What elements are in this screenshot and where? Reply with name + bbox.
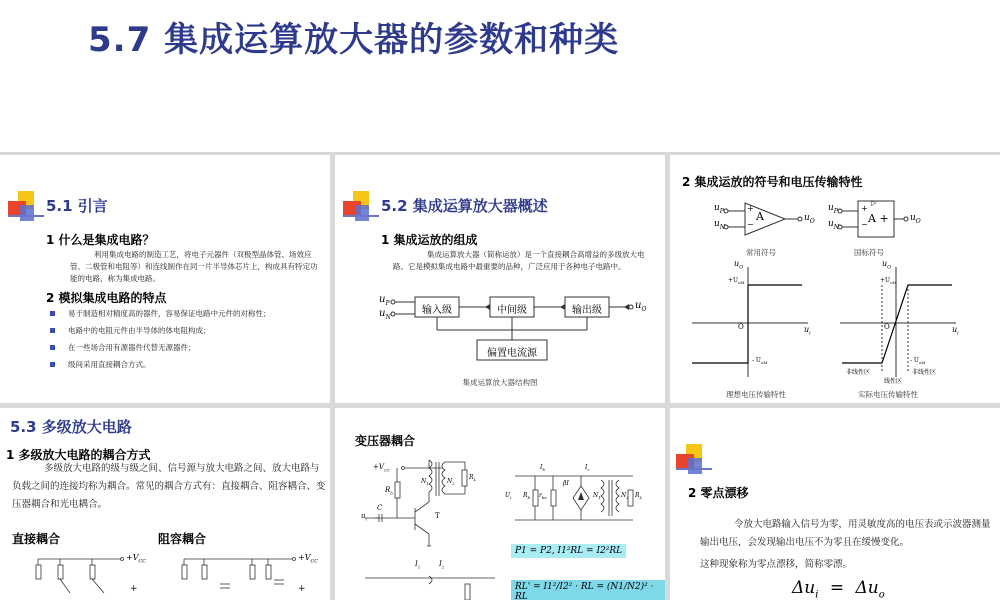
label-un: $u_N$ — [379, 308, 391, 321]
label-ui: $u_i$ — [361, 512, 367, 522]
section-title: 变压器耦合 — [355, 434, 416, 448]
zero-drift-description: 令放大电路输入信号为零，用灵敏度高的电压表或示波器测量输出电压，会发现输出电压不为零且在缓慢变化。 — [700, 519, 991, 548]
formula-reflected-load: RL' = I1²/I2² · RL = (N1/N2)² · RL — [511, 580, 665, 600]
block-bias-current-source: 偏置电流源 — [487, 348, 537, 359]
label-up: $u_P$ — [379, 294, 390, 307]
section-title: 5.2 集成运算放大器概述 — [381, 197, 548, 215]
label-N1: $N_1$ — [421, 478, 429, 487]
symbol-minus-intl: − — [861, 220, 868, 229]
origin-ideal: O — [738, 323, 744, 331]
label-uN-intl: $u_N$ — [828, 219, 840, 231]
block-output-stage: 输出级 — [572, 305, 602, 316]
label-rc-coupling: 阻容耦合 — [158, 532, 207, 546]
subheading-what-is-ic: 1 什么是集成电路？ — [46, 233, 155, 247]
label-Ui: $U_i$ — [505, 492, 512, 501]
slide-thumbnail-transformer-coupling[interactable] — [335, 408, 665, 600]
slide-thumbnail-multistage[interactable] — [0, 408, 330, 600]
label-Ic: $I_c$ — [585, 464, 590, 473]
symbol-plus-intl: + — [861, 204, 868, 213]
label-direct-coupling: 直接耦合 — [12, 532, 61, 546]
label-uN: $u_N$ — [714, 219, 726, 231]
axis-uo-real: $u_O$ — [882, 259, 892, 271]
label-uom-neg-ideal: - $U_{oM}$ — [752, 357, 768, 366]
label-uom-neg-real: - $U_{oM}$ — [910, 357, 926, 366]
label-N2-eq: $N_2$ — [621, 492, 629, 501]
symbol-plus: + — [747, 204, 754, 213]
axis-uo-ideal: $u_O$ — [734, 259, 744, 271]
opamp-block-diagram — [335, 155, 665, 403]
label-vcc-direct: $+V_{CC}$ — [126, 553, 147, 565]
label-nonlinear-right: 非线性区 — [912, 369, 937, 376]
list-item: 易于制造相对精度高的器件，容易保证电路中元件的对称性； — [46, 305, 326, 322]
caption-common-symbol: 常用符号 — [746, 248, 776, 257]
label-vcc: $+V_{CC}$ — [373, 463, 391, 473]
label-C: C — [377, 504, 383, 512]
section-title: 5.3 多级放大电路 — [10, 418, 132, 436]
block-middle-stage: 中间级 — [497, 305, 527, 316]
label-beta-Ib: βI — [563, 480, 569, 487]
decorative-squares-icon — [676, 444, 712, 480]
label-uom-pos-real: $+U_{oM}$ — [880, 277, 897, 286]
label-N2: $N_2$ — [447, 478, 455, 487]
coupling-description-text: 多级放大电路的级与级之间、信号源与放大电路之间、放大电路与负载之间的连接均称为耦合。常见的耦合方式有：直接耦合、阻容耦合、变压器耦合和光电耦合。 — [12, 463, 326, 510]
label-RL-eq: $R_L$ — [635, 492, 643, 501]
label-plus-rc: + — [298, 584, 306, 594]
formula-power-balance: P1 = P2, I1²RL = I2²RL — [511, 544, 626, 558]
label-T: T — [435, 512, 440, 520]
caption-ideal-curve: 理想电压传输特性 — [726, 390, 786, 399]
opamp-description-text: 集成运算放大器（简称运放）是一个直接耦合高增益的多级放大电路。它是模拟集成电路中最重要的品种，广泛应用于各种电子电路中。 — [393, 250, 645, 271]
label-uP: $u_P$ — [714, 203, 724, 215]
origin-real: O — [884, 323, 890, 331]
label-plus-direct: + — [130, 584, 138, 594]
slide-thumbnail-opamp-symbol[interactable] — [670, 155, 1000, 403]
transformer-coupling-circuits — [335, 408, 665, 600]
label-linear: 线性区 — [884, 378, 903, 385]
coupling-circuit-sketches — [0, 408, 330, 600]
feature-list — [46, 305, 326, 373]
subheading-coupling: 1 多级放大电路的耦合方式 — [6, 448, 151, 462]
slide-thumbnail-opamp-overview[interactable] — [335, 155, 665, 403]
axis-ui-ideal: $u_i$ — [804, 325, 811, 337]
label-uo: $u_O$ — [635, 300, 647, 313]
symbol-A-common: A — [756, 210, 764, 223]
label-rbe: $r_{be}$ — [539, 492, 547, 501]
opamp-symbols-and-transfer-curves — [670, 155, 1000, 403]
symbol-minus: − — [747, 220, 754, 229]
label-N1-eq: $N_1$ — [593, 492, 601, 501]
triangle-icon: ▷ — [871, 199, 877, 207]
section-title: 2 集成运放的符号和电压传输特性 — [682, 175, 863, 189]
block-input-stage: 输入级 — [422, 305, 452, 316]
section-title: 5.1 引言 — [46, 197, 108, 215]
zero-drift-definition: 这种现象称为零点漂移，简称零漂。 — [700, 559, 853, 570]
label-uO: $u_O$ — [804, 213, 815, 225]
decorative-squares-icon — [8, 191, 44, 227]
subheading-analog-ic-features: 2 模拟集成电路的特点 — [46, 291, 167, 305]
page-title: 5.7 集成运算放大器的参数和种类 — [88, 20, 620, 60]
slide-thumbnail-intro[interactable] — [0, 155, 330, 403]
label-Rb: $R_b$ — [385, 486, 393, 496]
list-item: 级间采用直接耦合方式。 — [46, 356, 326, 373]
symbol-A-intl: A + — [868, 212, 889, 225]
ic-definition-text: 利用集成电路的制造工艺，将电子元器件（双极型晶体管、场效应管、二极管和电阻等）和连线制作在同一片半导体芯片上，构成具有特定功能的电路，称为集成电路。 — [70, 250, 318, 283]
label-RL: $R_L$ — [469, 474, 477, 483]
label-Rb-eq: $R_b$ — [523, 492, 531, 501]
label-vcc-rc: $+V_{CC}$ — [298, 553, 319, 565]
caption-real-curve: 实际电压传输特性 — [858, 390, 918, 399]
label-uP-intl: $u_P$ — [828, 203, 838, 215]
formula-zero-drift: $\Delta u_i = \Delta u_o$ — [792, 578, 885, 600]
label-nonlinear-left: 非线性区 — [846, 369, 871, 376]
list-item: 在一些场合用有源器件代替无源器件； — [46, 339, 326, 356]
slide-thumbnail-zero-drift[interactable] — [670, 408, 1000, 600]
caption-intl-symbol: 国标符号 — [854, 248, 884, 257]
label-Ib: $I_b$ — [540, 464, 545, 473]
list-item: 电路中的电阻元件由半导体的体电阻构成； — [46, 322, 326, 339]
diagram-caption: 集成运算放大器结构图 — [462, 378, 538, 387]
section-title: 2 零点漂移 — [688, 486, 749, 500]
label-uO-intl: $u_O$ — [910, 213, 921, 225]
axis-ui-real: $u_i$ — [952, 325, 959, 337]
subheading-opamp-composition: 1 集成运放的组成 — [381, 233, 478, 247]
label-uom-pos-ideal: $+U_{oM}$ — [728, 277, 745, 286]
label-I2: $I_2$ — [439, 560, 445, 570]
label-I1: $I_1$ — [415, 560, 421, 570]
